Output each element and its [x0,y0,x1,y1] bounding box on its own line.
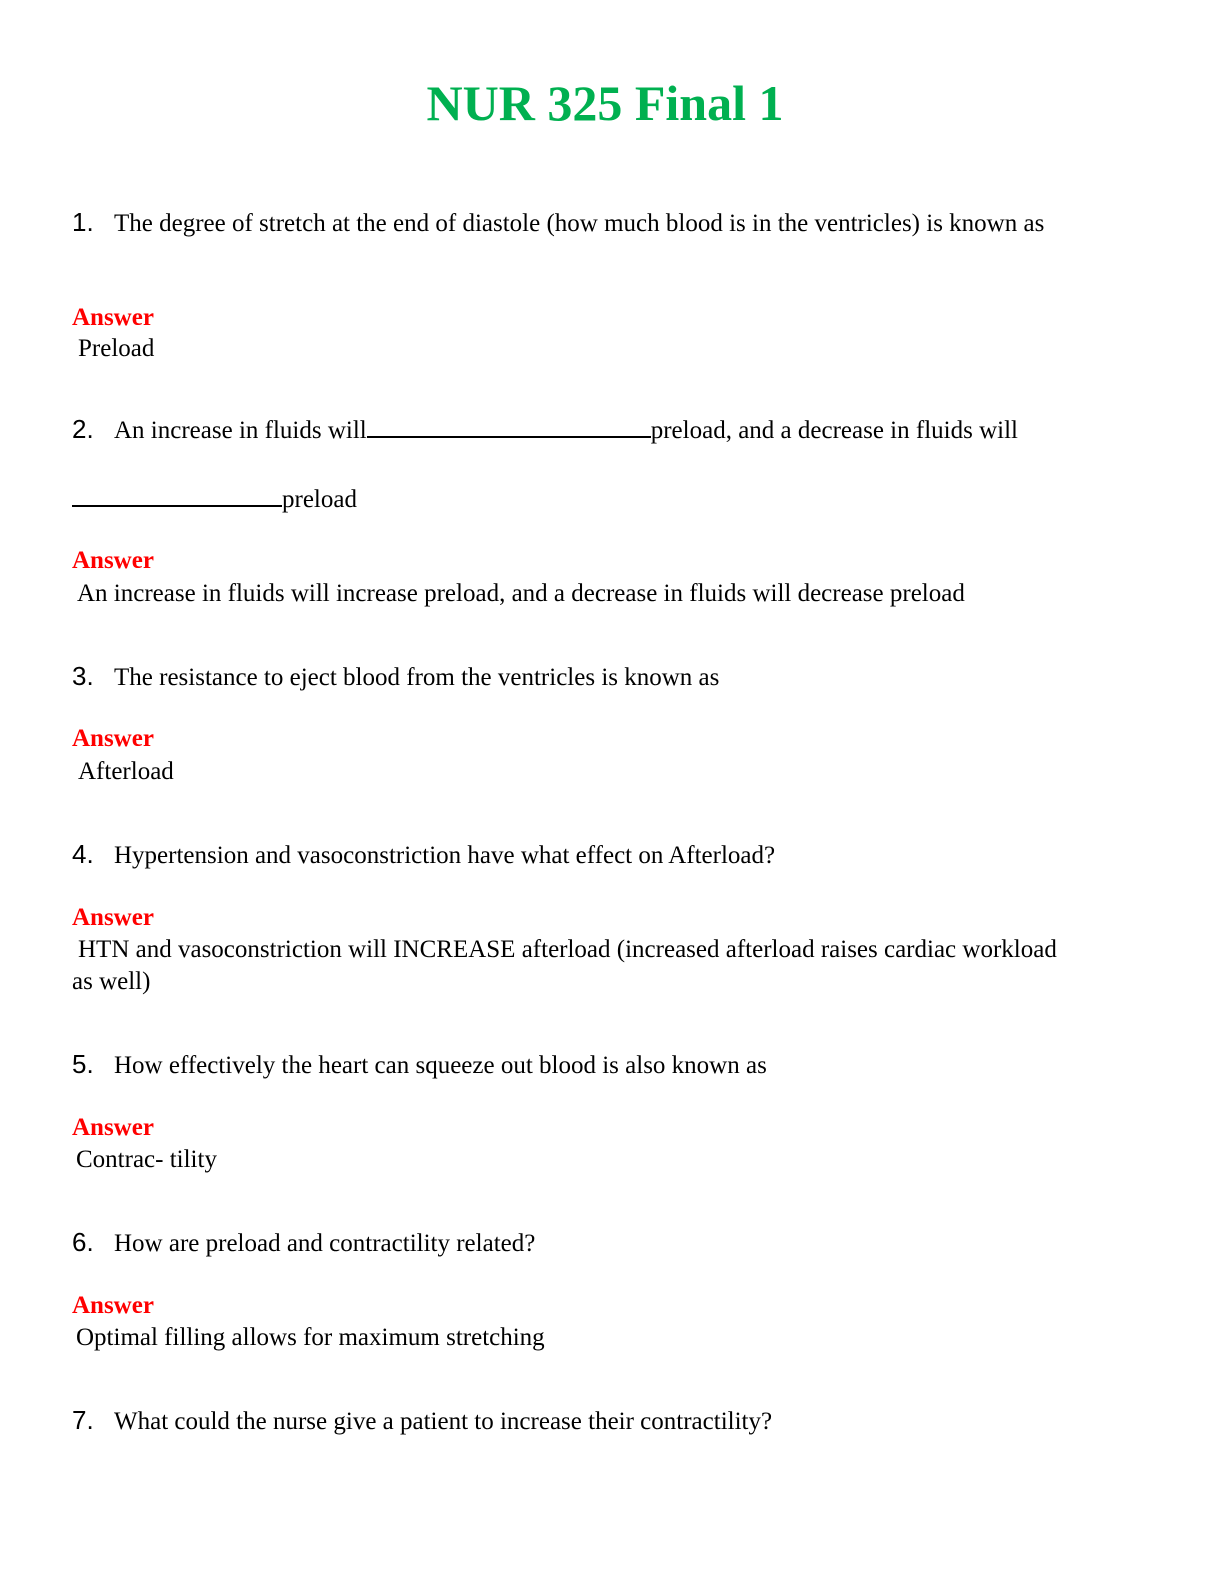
question-3: 3. The resistance to eject blood from the ventricles is known as [72,661,720,691]
fill-in-blank-1[interactable] [367,414,651,438]
answer-label-4: Answer [72,904,154,931]
answer-6: Optimal filling allows for maximum stretching [76,1324,545,1351]
fill-in-blank-2[interactable] [72,483,282,507]
question-7: 7. What could the nurse give a patient to increase their contractility? [72,1405,773,1435]
question-5: 5. How effectively the heart can squeeze out blood is also known as [72,1049,767,1079]
answer-3: Afterload [78,758,174,785]
answer-5: Contrac- tility [76,1146,217,1173]
question-1: 1. The degree of stretch at the end of diastole (how much blood is in the ventricles) is known as [72,207,1045,237]
answer-4: HTN and vasoconstriction will INCREASE afterload (increased afterload raises cardiac workload as well) [72,936,1057,995]
document-title: NUR 325 Final 1 [426,75,784,131]
answer-label-3: Answer [72,725,154,752]
answer-label-1: Answer [72,304,154,331]
question-2: 2. An increase in fluids will preload, and a decrease in fluids will preload [72,414,1018,513]
answer-label-2: Answer [72,547,154,574]
question-4: 4. Hypertension and vasoconstriction have what effect on Afterload? [72,839,776,869]
answer-1: Preload [78,335,155,362]
answer-label-6: Answer [72,1292,154,1319]
question-6: 6. How are preload and contractility related? [72,1227,536,1257]
answer-label-5: Answer [72,1114,154,1141]
answer-2: An increase in fluids will increase preload, and a decrease in fluids will decrease preload [77,580,965,607]
